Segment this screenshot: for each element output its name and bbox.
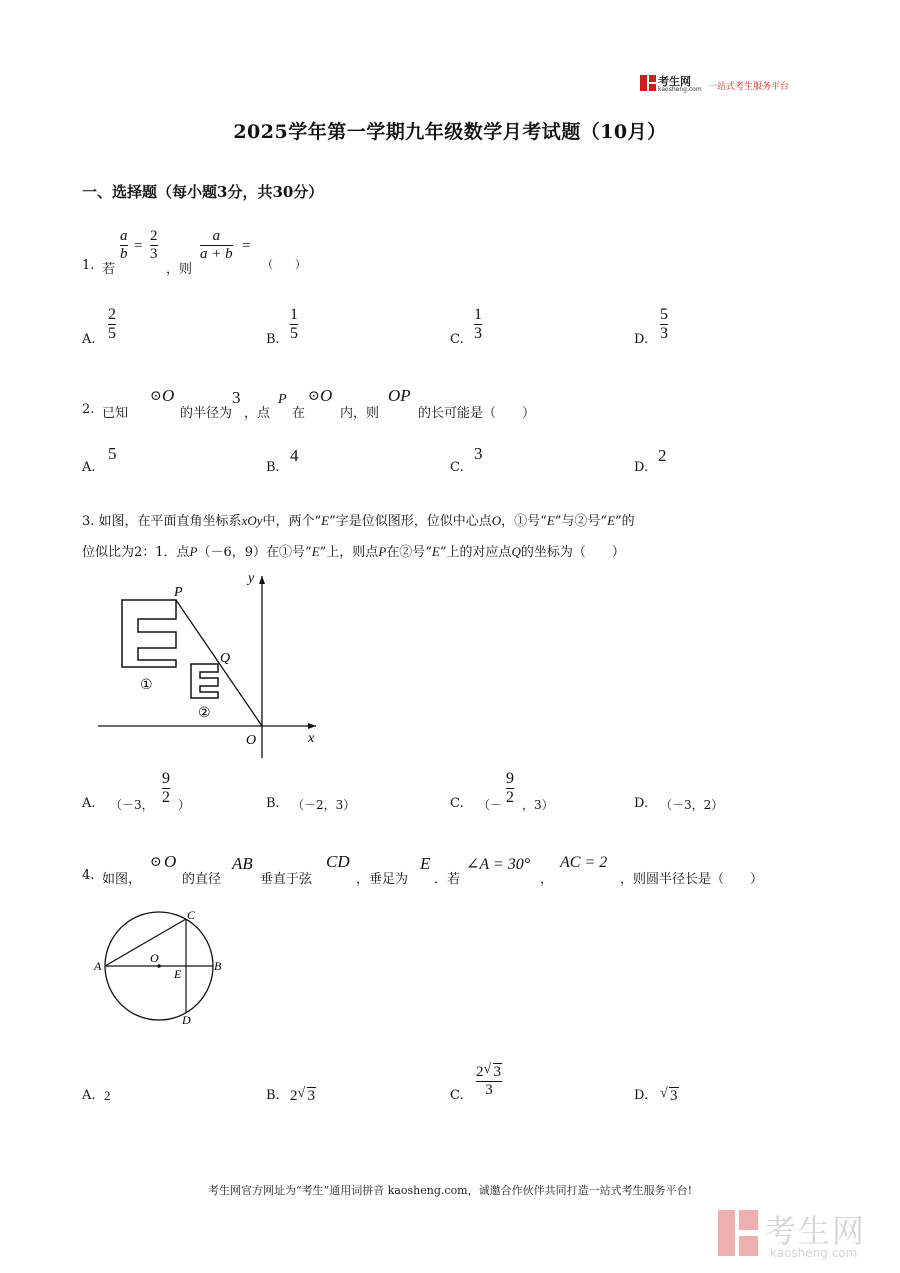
label-A: A bbox=[94, 959, 102, 973]
label-Q: Q bbox=[220, 651, 231, 666]
label-D: D bbox=[182, 1013, 191, 1027]
section-heading: 一、选择题（每小题3分，共30分） bbox=[82, 183, 324, 201]
footer-text: 考生网官方网址为“考生”通用词拼音 kaosheng.com，诚邀合作伙伴共同打造一站式考生服务平台! bbox=[207, 1184, 693, 1197]
watermark bbox=[718, 1206, 888, 1262]
fraction-a-over-a-plus-b: a a + b bbox=[200, 228, 233, 263]
circle-symbol: ⊙ bbox=[150, 388, 162, 404]
q3-figure bbox=[94, 568, 324, 760]
q4-options: A. 2 B. 2 √ 3 C. 2 √ 3 3 D. √ 3 bbox=[82, 1062, 678, 1104]
question-number: 1. bbox=[82, 258, 95, 273]
logo-subtext: kaosheng.com bbox=[658, 86, 702, 93]
question-text: 若 bbox=[102, 262, 116, 277]
answer-blank: （ ） bbox=[262, 258, 306, 271]
circle-symbol: ⊙ bbox=[308, 388, 320, 404]
question-3 bbox=[82, 506, 822, 568]
label-O: O bbox=[150, 951, 159, 965]
q4-figure bbox=[90, 906, 240, 1034]
page-title: 2025学年第一学期九年级数学月考试题（10月） bbox=[233, 121, 667, 143]
circle-symbol: ⊙ bbox=[150, 854, 162, 870]
logo-slogan: 一站式考生服务平台 bbox=[708, 82, 790, 92]
q3-line2: 位似比为2：1．点P（－6，9）在①号“E”上，则点P在②号“E”上的对应点Q的坐标为（ ） bbox=[82, 544, 625, 560]
label-O: O bbox=[246, 733, 257, 748]
label-x: x bbox=[308, 731, 315, 746]
equals-sign: = bbox=[242, 238, 251, 254]
fraction-2-over-3: 2 3 bbox=[150, 228, 158, 263]
question-1 bbox=[82, 226, 582, 276]
q3-line1: 3. 如图，在平面直角坐标系xOy中，两个“E”字是位似图形，位似中心点O，①号“E”与②号“E”的 bbox=[82, 513, 635, 529]
watermark-logo-icon bbox=[718, 1210, 758, 1256]
fraction-a-over-b: a b bbox=[120, 228, 128, 263]
label-P: P bbox=[174, 585, 183, 600]
question-2: 2. 已知 ⊙ O 的半径为 3 ，点 P 在 ⊙ O 内，则 OP 的长可能是（ ） bbox=[82, 386, 536, 421]
label-B: B bbox=[214, 959, 222, 973]
equals-sign: = bbox=[134, 238, 143, 254]
q3-options: A. （－3， 9 2 ） B. （－2，3） C. （－ 9 2 ，3） D. （－3，2） bbox=[82, 770, 724, 812]
question-4: 4. 如图， ⊙ O 的直径 AB 垂直于弦 CD ，垂足为 E ．若 ∠A = 30° ， AC = 2 ，则圆半径长是（ ） bbox=[82, 852, 764, 887]
logo-mark-icon bbox=[640, 75, 656, 91]
watermark-text: 考生网 bbox=[764, 1212, 867, 1250]
q2-options: A. 5 B. 4 C. 3 D. 2 bbox=[82, 444, 667, 475]
label-circle-2: ② bbox=[198, 706, 211, 721]
watermark-subtext: kaosheng.com bbox=[770, 1246, 858, 1260]
label-circle-1: ① bbox=[140, 678, 153, 693]
logo-text: 考生网 bbox=[658, 75, 691, 88]
label-y: y bbox=[248, 571, 255, 586]
question-text: ，则 bbox=[166, 262, 193, 277]
label-C: C bbox=[187, 908, 196, 922]
header-logo bbox=[640, 73, 810, 95]
q1-options: A. 2 5 B. 1 5 C. 1 3 D. 5 3 bbox=[82, 306, 668, 347]
label-E: E bbox=[174, 967, 182, 981]
